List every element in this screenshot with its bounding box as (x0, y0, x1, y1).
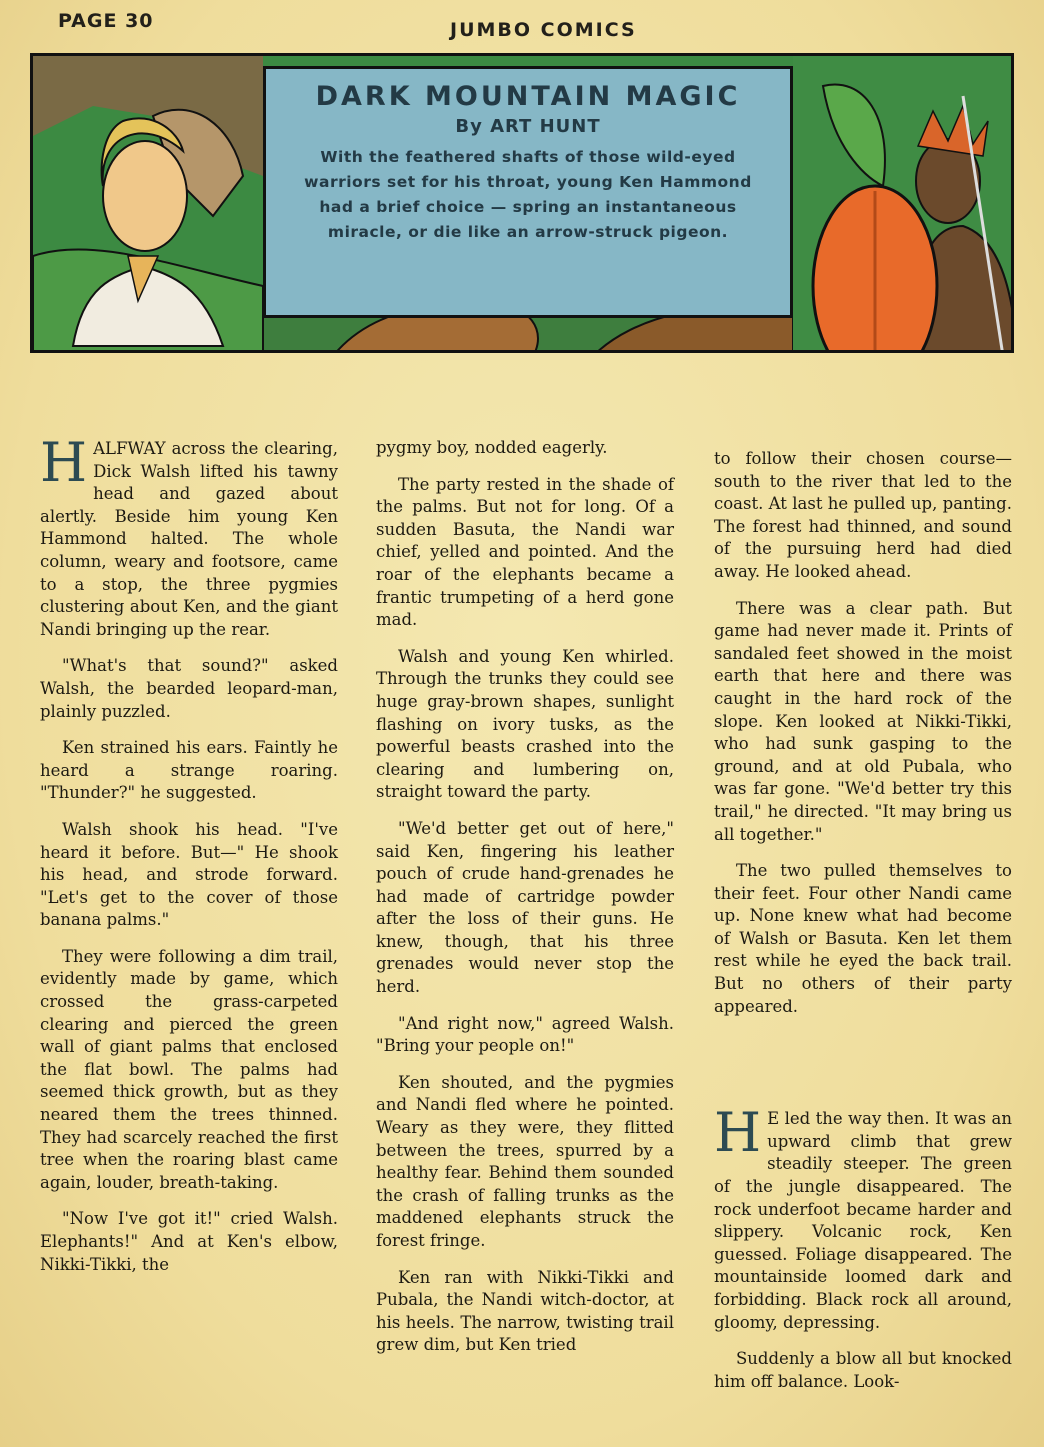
drop-cap: H (714, 1101, 762, 1165)
text-column-3 (714, 448, 1012, 1407)
paragraph: "We'd better get out of here," said Ken, fingering his leather pouch of crude hand-grenades he had made of cartridge powder after the loss of their guns. He knew, though, that his three grenades would never stop the herd. (376, 818, 674, 997)
paragraph: There was a clear path. But game had never made it. Prints of sandaled feet showed in the moist earth that here and there was caught in the hard rock of the slope. Ken looked at Nikki-Tikki, who had sunk gasping to the ground, and at old Pubala, who was far gone. "We'd better try this trail," he directed. "It may bring us all together." (714, 598, 1012, 844)
story-byline: By ART HUNT (455, 116, 601, 137)
text-column-2 (376, 437, 674, 1371)
paragraph: The party rested in the shade of the palms. But not for long. Of a sudden Basuta, the Nandi war chief, yelled and pointed. And the roar of the elephants became a frantic trumpeting of a herd gone mad. (376, 474, 674, 630)
paragraph: Ken strained his ears. Faintly he heard a strange roaring. "Thunder?" he suggested. (40, 738, 338, 803)
paragraph: Walsh and young Ken whirled. Through the trunks they could see huge gray-brown shapes, sunlight flashing on ivory tusks, as the powerful beasts crashed into the clearing and lumbering on, straight toward the party. (376, 646, 674, 802)
text-column-1 (40, 431, 338, 1290)
paragraph: HALFWAY across the clearing, Dick Walsh lifted his tawny head and gazed about alertly. Beside him young Ken Hammond halted. The whole column, weary and footsore, came to a stop, the three pygmies clustering about Ken, and the giant Nandi bringing up the rear. (40, 431, 338, 639)
section-break (714, 1032, 1012, 1108)
drop-cap: H (40, 431, 88, 494)
story-banner (30, 53, 1014, 353)
paragraph: "And right now," agreed Walsh. "Bring your people on!" (376, 1013, 674, 1056)
paragraph: Walsh shook his head. "I've heard it before. But—" He shook his head, and strode forward. "Let's get to the cover of those banana palms." (40, 819, 338, 930)
story-title-box (263, 66, 793, 318)
paragraph: Ken ran with Nikki-Tikki and Pubala, the Nandi witch-doctor, at his heels. The narrow, twisting trail grew dim, but Ken tried (376, 1267, 674, 1355)
paragraph: "Now I've got it!" cried Walsh. Elephants!" And at Ken's elbow, Nikki-Tikki, the (40, 1209, 338, 1274)
story-title: DARK MOUNTAIN MAGIC (315, 81, 741, 112)
paragraph: Suddenly a blow all but knocked him off balance. Look- (714, 1349, 1012, 1391)
page-number: PAGE 30 (58, 10, 154, 32)
paragraph: "What's that sound?" asked Walsh, the bearded leopard-man, plainly puzzled. (40, 656, 338, 721)
story-blurb: With the feathered shafts of those wild-eyed warriors set for his throat, young Ken Hammond had a brief choice — spring an instantaneous miracle, or die like an arrow-struck pigeon. (304, 148, 752, 241)
paragraph: pygmy boy, nodded eagerly. (376, 438, 608, 457)
paragraph: The two pulled themselves to their feet. Four other Nandi came up. None knew what had become of Walsh or Basuta. Ken let them rest while he eyed the back trail. But no others of their party appeared. (714, 861, 1012, 1016)
paragraph: to follow their chosen course—south to the river that led to the coast. At last he pulled up, panting. The forest had thinned, and sound of the pursuing herd had died away. He looked ahead. (714, 449, 1012, 581)
magazine-title: JUMBO COMICS (450, 19, 637, 41)
paragraph: They were following a dim trail, evidently made by game, which crossed the grass-carpeted clearing and pierced the green wall of giant palms that enclosed the flat bowl. The palms had seemed thick growth, but as they neared them the trees thinned. They had scarcely reached the first tree when the roaring blast came again, louder, breath-taking. (40, 946, 338, 1192)
paragraph: H E led the way then. It was an upward climb that grew steadily steeper. The green of the jungle disappeared. The rock underfoot became harder and slippery. Volcanic rock, Ken guessed. Foliage disappeared. The mountainside loomed dark and forbidding. Black rock all around, gloomy, depressing. (714, 1101, 1012, 1332)
paragraph: Ken shouted, and the pygmies and Nandi fled where he pointed. Weary as they were, they flitted between the trees, spurred by a healthy fear. Behind them sounded the crash of falling trunks as the maddened elephants struck the forest fringe. (376, 1072, 674, 1250)
